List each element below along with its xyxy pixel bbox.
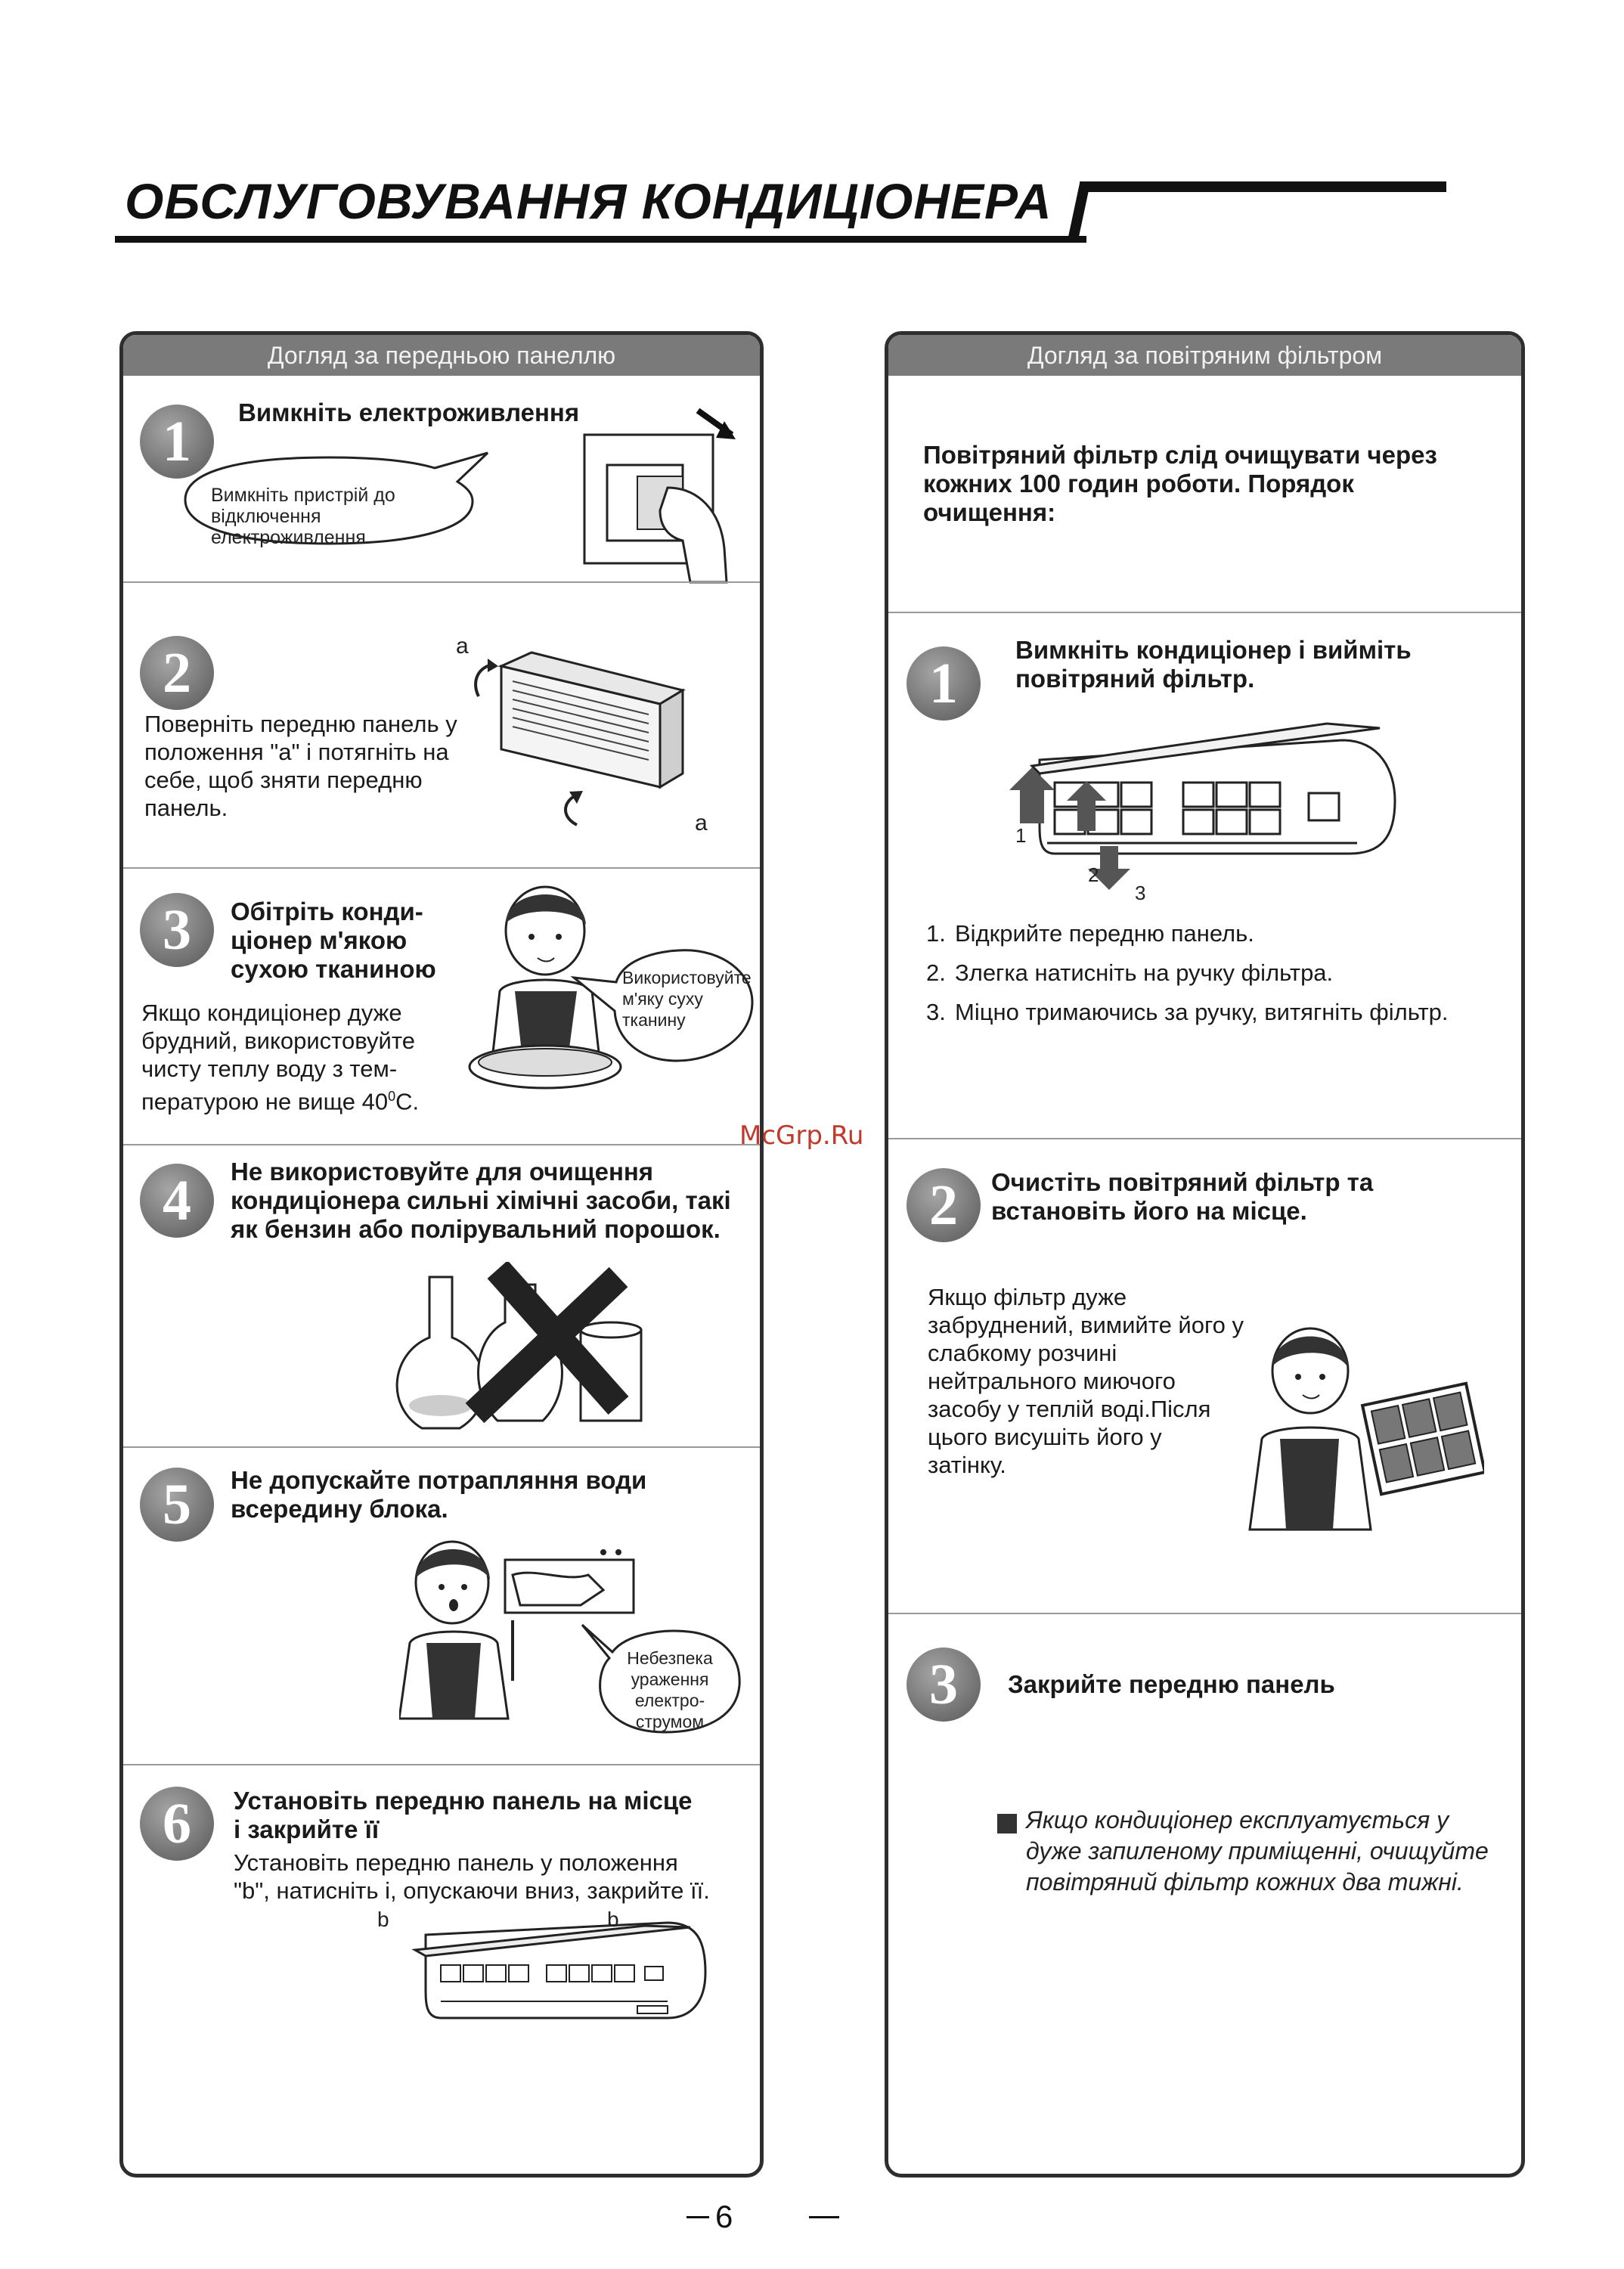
step-1-title: Вимкніть електроживлення [238,398,580,426]
air-filter-care-header: Догляд за повітряним фільтром [888,335,1521,376]
step-2-text: Поверніть передню панель у положення "а" і потягніть на себе, щоб зняти передню панель. [144,711,457,821]
filter-step-2-title: Очистіть повітряний фільтр та встановіть його на місце. [991,1168,1374,1225]
step-4-title: Не використовуйте для очищення кондиціонера сильні хімічні засоби, такі як бензин або полірувальний порошок. [231,1158,731,1243]
filter-label-2: 2 [1088,863,1099,886]
page-number-dash-right [809,2216,839,2218]
step-6-title: Установіть передню панель на місце і закрийте її [234,1787,693,1843]
remove-filter-illustration [1009,718,1402,891]
filter-label-3: 3 [1135,882,1146,904]
filter-step-1-title: Вимкніть кондиціонер і вийміть повітряний фільтр. [1015,636,1412,693]
filter-step-3-badge: 3 [907,1648,981,1722]
step-6-text: Установіть передню панель у положення "b", натисніть і, опускаючи вниз, закрийте її. [234,1849,710,1904]
page-number: 6 [715,2199,733,2234]
filter-note: Якщо кондиціонер експлуатується у дуже запиленому приміщенні, очищуйте повітряний фільтр кожних два тижні. [1026,1806,1489,1895]
air-filter-intro: Повітряний фільтр слід очищувати через кожних 100 годин роботи. Порядок очищення: [923,441,1437,526]
filter-step-1-item-1: 1. Відкрийте передню панель. [926,920,1254,947]
filter-step-1-item-2: 2. Злегка натисніть на ручку фільтра. [926,959,1334,986]
front-panel-care-section [119,331,764,2178]
step-5-title: Не допускайте потрапляння води всередину блока. [231,1466,647,1523]
step-3-title: Обітріть конди-ціонер м'якою сухою тканиною [231,897,436,983]
step-2-badge: 2 [140,636,214,710]
page-number-dash-left [686,2216,709,2218]
step-1-badge: 1 [140,405,214,479]
note-icon [997,1814,1017,1833]
label-a-bottom: a [695,811,708,835]
title-bar [1080,181,1446,192]
front-panel-care-header: Догляд за передньою панеллю [123,335,760,376]
step-1-bubble-text: Вимкніть пристрій до відключення електроживлення [211,485,395,548]
watermark: McGrp.Ru [739,1121,864,1151]
label-b-left: b [377,1908,389,1931]
label-b-right: b [607,1908,619,1931]
filter-step-2-text: Якщо фільтр дуже забруднений, вимийте його у слабкому розчині нейтрального миючого засобу у теплій воді.Після цього висушіть його у затінку. [928,1284,1244,1478]
step-4-badge: 4 [140,1164,214,1238]
step-3-text: Якщо кондиціонер дуже брудний, використовуйте чисту теплу воду з тем-пературою не вище $40^0C$. [141,1000,420,1115]
page-title: ОБСЛУГОВУВАННЯ КОНДИЦІОНЕРА [125,173,1052,229]
wall-switch-illustration [577,405,743,586]
no-chemicals-illustration [392,1262,656,1443]
step-5-badge: 5 [140,1468,214,1542]
filter-step-1-badge: 1 [907,646,981,721]
air-filter-care-section [885,331,1525,2178]
filter-step-2-badge: 2 [907,1168,981,1242]
filter-label-1: 1 [1015,824,1027,847]
indoor-unit-open-illustration [448,636,721,835]
label-a-top: a [456,634,469,659]
step-3-bubble-text: Використовуйте м'яку суху тканину [622,968,752,1030]
step-6-badge: 6 [140,1787,214,1861]
washing-filter-illustration [1242,1318,1484,1537]
filter-step-3-title: Закрийте передню панель [1008,1670,1335,1698]
filter-step-1-item-3: 3. Міцно тримаючись за ручку, витягніть фільтр. [926,999,1449,1025]
close-front-panel-illustration [411,1912,713,2026]
step-3-badge: 3 [140,893,214,967]
title-underline [115,236,1086,243]
step-5-bubble-text: Небезпека ураження електро-струмом [627,1648,713,1731]
